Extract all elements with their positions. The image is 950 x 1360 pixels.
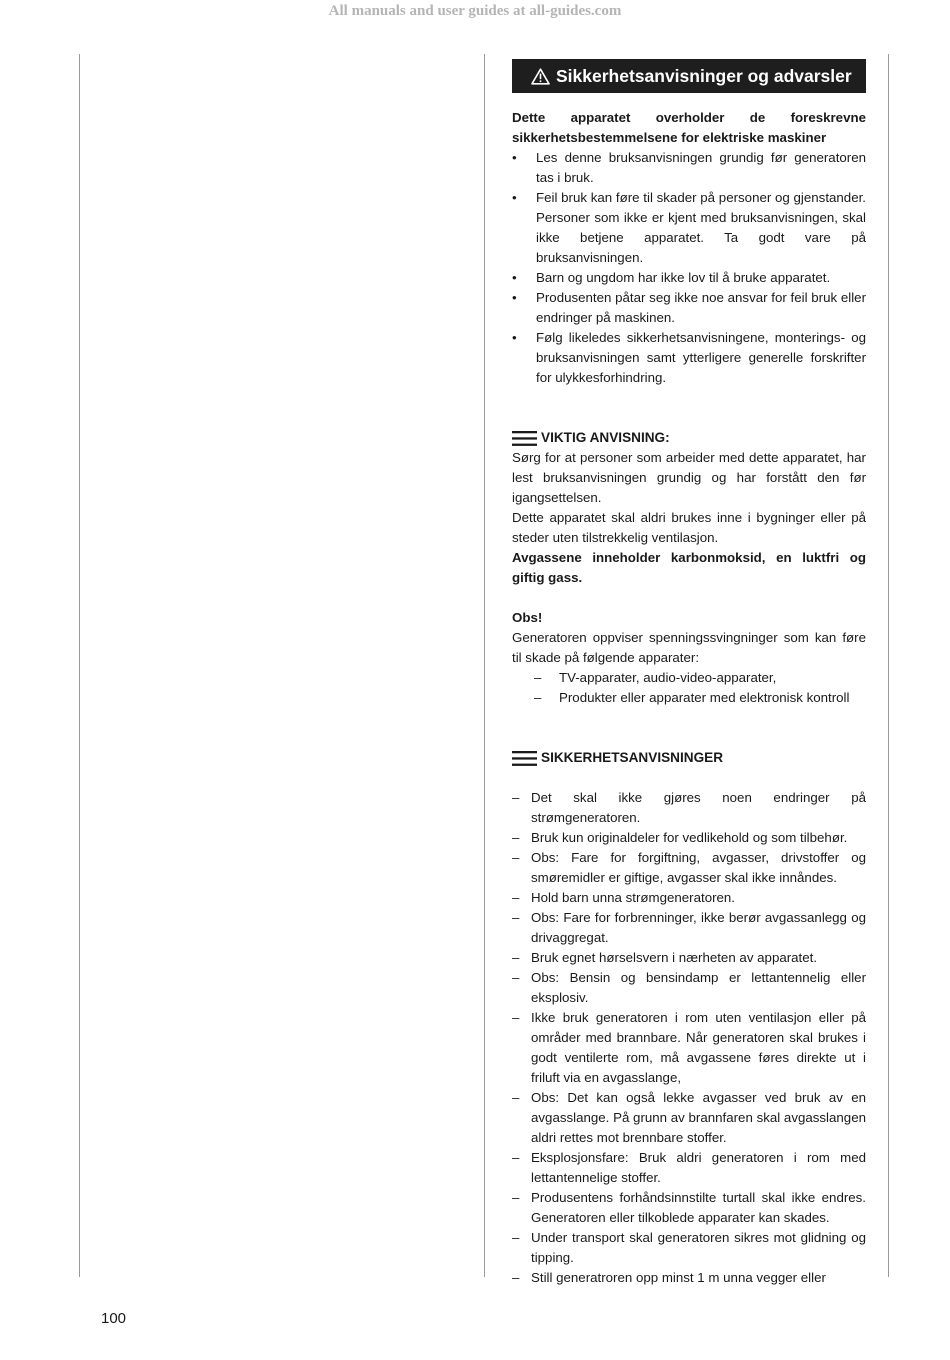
obs-text: Generatoren oppviser spenningssvingninger som kan føre til skade på følgende apparater: <box>512 630 866 665</box>
right-margin-rule <box>888 54 889 1277</box>
list-item: – Hold barn unna strømgeneratoren. <box>512 890 735 905</box>
left-margin-rule <box>79 54 80 1277</box>
list-item: • Følg likeledes sikkerhetsanvisningene, monterings- og bruksanvisningen samt ytterligere generelle forskrifter for ulykkesforhindring. <box>512 330 866 385</box>
center-column-rule <box>484 54 485 1277</box>
list-item: – Bruk kun originaldeler for vedlikehold og som tilbehør. <box>512 830 848 845</box>
bullet-list <box>512 148 866 388</box>
list-item: – Det skal ikke gjøres noen endringer på strømgeneratoren. <box>512 790 866 825</box>
list-item: • Produsenten påtar seg ikke noe ansvar for feil bruk eller endringer på maskinen. <box>512 290 866 325</box>
section-heading-bar <box>512 59 866 93</box>
notice-paragraph: Sørg for at personer som arbeider med dette apparatet, har lest bruksanvisningen grundig og har forstått den før igangsettelsen. <box>512 450 866 505</box>
list-item: – Eksplosjonsfare: Bruk aldri generatoren i rom med lettantennelige stoffer. <box>512 1150 866 1185</box>
safety-heading <box>512 748 866 768</box>
list-item: – Still generatroren opp minst 1 m unna vegger eller <box>512 1270 826 1285</box>
list-item: • Les denne bruksanvisningen grundig før generatoren tas i bruk. <box>512 150 866 185</box>
list-item: – Bruk egnet hørselsvern i nærheten av apparatet. <box>512 950 818 965</box>
notice-heading <box>512 428 866 448</box>
warning-triangle-icon <box>531 68 550 85</box>
section-heading-title: Sikkerhetsanvisninger og advarsler <box>556 66 852 86</box>
list-item: – Obs: Bensin og bensindamp er lettantennelig eller eksplosiv. <box>512 970 866 1005</box>
list-item: – Obs: Det kan også lekke avgasser ved bruk av en avgasslange. På grunn av brannfaren skal avgasslangen aldri rettes mot brennbare stoffer. <box>512 1090 866 1145</box>
intro-statement: Dette apparatet overholder de foreskrevne sikkerhetsbestemmelsene for elektriske maskiner <box>512 110 866 145</box>
list-item: – Obs: Fare for forgiftning, avgasser, drivstoffer og smøremidler er giftige, avgasser skal ikke innåndes. <box>512 850 866 885</box>
page-number: 100 <box>101 1310 127 1327</box>
content-column <box>512 59 866 1288</box>
list-item: – Produsentens forhåndsinnstilte turtall skal ikke endres. Generatoren eller tilkoblede apparater kan skades. <box>512 1190 866 1225</box>
watermark: All manuals and user guides at all-guides.com <box>328 3 622 19</box>
notice-title: VIKTIG ANVISNING: <box>541 430 670 445</box>
notice-paragraph: Dette apparatet skal aldri brukes inne i bygninger eller på steder uten tilstrekkelig ventilasjon. <box>512 510 866 545</box>
notice-warning-text: Avgassene inneholder karbonmoksid, en luktfri og giftig gass. <box>512 550 866 585</box>
list-item: • Barn og ungdom har ikke lov til å bruke apparatet. <box>512 270 831 285</box>
list-item: – Under transport skal generatoren sikres mot glidning og tipping. <box>512 1230 866 1265</box>
list-item: – TV-apparater, audio-video-apparater, <box>534 670 777 685</box>
notice-lines-icon <box>512 431 537 446</box>
obs-list <box>512 668 866 708</box>
list-item: – Produkter eller apparater med elektronisk kontroll <box>534 690 850 705</box>
obs-title: Obs! <box>512 610 543 625</box>
list-item: – Ikke bruk generatoren i rom uten ventilasjon eller på områder med brannbare. Når generatoren skal brukes i godt ventilerte rom, må avgassene føres direkte ut i friluft via en avgasslange, <box>512 1010 866 1085</box>
list-item: – Obs: Fare for forbrenninger, ikke berør avgassanlegg og drivaggregat. <box>512 910 866 945</box>
list-item: • Feil bruk kan føre til skader på personer og gjenstander. Personer som ikke er kjent med bruksanvisningen, skal ikke betjene apparatet. Ta godt vare på bruksanvisningen. <box>512 190 866 265</box>
notice-lines-icon <box>512 751 537 766</box>
safety-title: SIKKERHETSANVISNINGER <box>541 750 724 765</box>
safety-list <box>512 788 866 1288</box>
